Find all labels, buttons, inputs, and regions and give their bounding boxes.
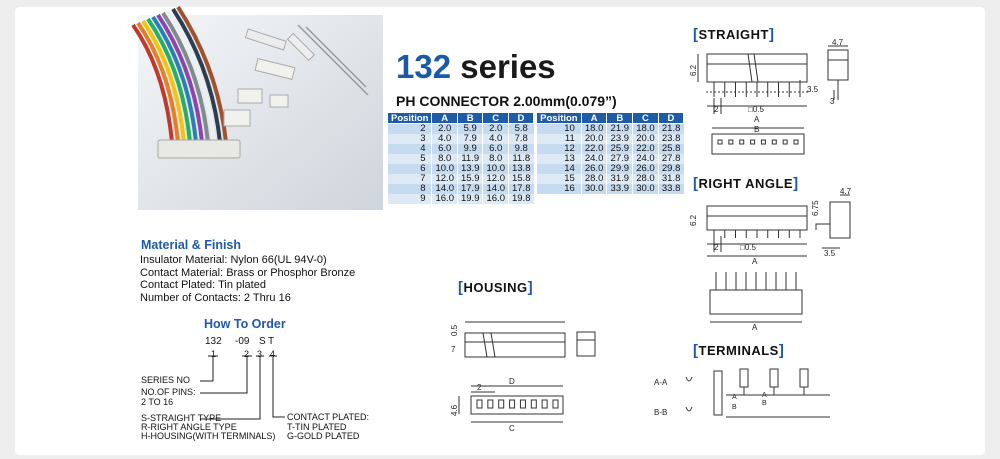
right-angle-dim-pitch: 2 xyxy=(714,243,719,252)
straight-drawing xyxy=(689,38,970,160)
table-cell-value: 13.9 xyxy=(457,164,483,174)
table-cell-value: 5.8 xyxy=(508,124,533,135)
table-cell-position: 9 xyxy=(388,194,432,204)
material-line-plated: Contact Plated: Tin plated xyxy=(140,279,266,291)
connector-photo-image xyxy=(138,15,383,210)
order-plated-label: CONTACT PLATED: xyxy=(287,412,370,422)
table-cell-position: 14 xyxy=(537,164,582,174)
housing-heading: [HOUSING] xyxy=(458,279,534,296)
connector-subtitle: PH CONNECTOR 2.00mm(0.079”) xyxy=(396,93,617,109)
table-cell-value: 18.0 xyxy=(633,124,659,135)
table-cell-value: 19.8 xyxy=(508,194,533,204)
table-header-d: D xyxy=(658,113,683,124)
material-line-contact: Contact Material: Brass or Phosphor Bronze xyxy=(140,266,356,279)
spec-table-right xyxy=(536,112,684,194)
table-cell-value: 6.0 xyxy=(432,144,458,154)
table-header-a: A xyxy=(581,113,607,124)
right-angle-heading: [RIGHT ANGLE] xyxy=(693,175,799,192)
table-cell-value: 22.0 xyxy=(581,144,607,154)
cavity-box xyxy=(488,400,493,408)
table-header-b: B xyxy=(607,113,633,124)
housing-dim-t: 0.5 xyxy=(450,324,459,336)
right-angle-dim-a-bottom: A xyxy=(752,323,758,332)
table-cell-value: 30.0 xyxy=(633,184,659,194)
straight-dim-a: A xyxy=(754,115,760,124)
straight-dim-pitch: 2 xyxy=(714,105,719,114)
table-cell-value: 23.9 xyxy=(607,134,633,144)
cavity-box xyxy=(520,400,525,408)
table-row xyxy=(388,124,534,135)
table-cell-value: 14.0 xyxy=(432,184,458,194)
cavity-box xyxy=(718,140,722,144)
table-cell-position: 2 xyxy=(388,124,432,135)
table-cell-value: 13.8 xyxy=(508,164,533,174)
table-cell-value: 4.0 xyxy=(483,134,509,144)
table-cell-value: 18.0 xyxy=(581,124,607,135)
table-row xyxy=(388,134,534,144)
table-cell-value: 27.9 xyxy=(607,154,633,164)
table-cell-value: 12.0 xyxy=(432,174,458,184)
table-cell-value: 24.0 xyxy=(581,154,607,164)
spec-table-left xyxy=(387,112,534,204)
material-line-insulator: Insulator Material: Nylon 66(UL 94V-0) xyxy=(140,254,327,266)
housing-dim-pitch: 2 xyxy=(477,383,482,392)
right-angle-dim-pin: □0.5 xyxy=(740,243,756,252)
table-cell-value: 7.8 xyxy=(508,134,533,144)
straight-heading: [STRAIGHT] xyxy=(693,26,775,43)
table-cell-position: 15 xyxy=(537,174,582,184)
straight-dim-b: B xyxy=(754,125,760,134)
straight-dim-foot: 3 xyxy=(830,97,835,106)
table-cell-value: 20.0 xyxy=(581,134,607,144)
table-cell-position: 5 xyxy=(388,154,432,164)
table-cell-value: 6.0 xyxy=(483,144,509,154)
terminal-section-aa: A-A xyxy=(654,378,668,387)
terminal-mark-a: A xyxy=(732,394,737,401)
terminal-mark-a-2: A xyxy=(762,392,767,399)
table-cell-value: 9.9 xyxy=(457,144,483,154)
terminal-pin xyxy=(740,369,748,387)
table-header-c: C xyxy=(633,113,659,124)
table-cell-value: 33.9 xyxy=(607,184,633,194)
cavity-box xyxy=(477,400,482,408)
right-angle-dim-w: 4.7 xyxy=(840,187,852,196)
table-header-d: D xyxy=(508,113,533,124)
table-header-position: Position xyxy=(537,113,582,124)
series-title xyxy=(396,50,556,83)
terminal-pin xyxy=(800,369,808,387)
terminal-mark-b: B xyxy=(732,404,737,411)
table-cell-value: 16.0 xyxy=(432,194,458,204)
table-cell-value: 20.0 xyxy=(633,134,659,144)
straight-dim-tail: 3.5 xyxy=(807,85,819,94)
table-cell-value: 8.0 xyxy=(432,154,458,164)
table-cell-value: 31.8 xyxy=(658,174,683,184)
cavity-box xyxy=(794,140,798,144)
table-cell-value: 12.0 xyxy=(483,174,509,184)
table-cell-value: 9.8 xyxy=(508,144,533,154)
table-cell-value: 21.8 xyxy=(658,124,683,135)
table-cell-value: 16.0 xyxy=(483,194,509,204)
table-cell-position: 6 xyxy=(388,164,432,174)
table-cell-value: 24.0 xyxy=(633,154,659,164)
housing-dim-c: C xyxy=(509,424,515,433)
right-angle-dim-a: A xyxy=(752,257,758,266)
table-cell-value: 26.0 xyxy=(581,164,607,174)
order-code-series: 132 xyxy=(205,336,222,347)
cavity-box xyxy=(510,400,515,408)
table-row xyxy=(537,184,684,194)
order-index-2: 2 xyxy=(244,349,250,359)
straight-dim-h: 6.2 xyxy=(689,64,698,76)
table-cell-value: 11.9 xyxy=(457,154,483,164)
table-cell-value: 31.9 xyxy=(607,174,633,184)
table-cell-value: 33.8 xyxy=(658,184,683,194)
table-header-position: Position xyxy=(388,113,432,124)
cavity-box xyxy=(740,140,744,144)
material-list xyxy=(140,254,355,304)
table-cell-value: 28.0 xyxy=(581,174,607,184)
table-cell-position: 13 xyxy=(537,154,582,164)
table-cell-value: 21.9 xyxy=(607,124,633,135)
table-cell-value: 11.8 xyxy=(508,154,533,164)
terminals-heading: [TERMINALS] xyxy=(693,342,785,359)
table-cell-value: 15.9 xyxy=(457,174,483,184)
series-word: series xyxy=(460,48,556,85)
table-cell-position: 4 xyxy=(388,144,432,154)
housing-dim-h2: 4.6 xyxy=(450,404,459,416)
cavity-box xyxy=(772,140,776,144)
table-cell-position: 11 xyxy=(537,134,582,144)
housing-drawing xyxy=(445,300,615,435)
table-cell-value: 15.8 xyxy=(508,174,533,184)
table-cell-value: 19.9 xyxy=(457,194,483,204)
terminal-pin xyxy=(770,369,778,387)
table-cell-position: 12 xyxy=(537,144,582,154)
table-cell-value: 28.0 xyxy=(633,174,659,184)
order-type-housing: H-HOUSING(WITH TERMINALS) xyxy=(141,431,276,441)
right-angle-drawing xyxy=(689,187,970,332)
straight-dim-pin: □0.5 xyxy=(748,105,764,114)
order-index-3: 3 xyxy=(257,349,263,359)
table-cell-value: 17.8 xyxy=(508,184,533,194)
cavity-box xyxy=(761,140,765,144)
table-cell-value: 10.0 xyxy=(432,164,458,174)
table-cell-position: 16 xyxy=(537,184,582,194)
order-plated-tin: T-TIN PLATED xyxy=(287,422,347,432)
table-cell-value: 26.0 xyxy=(633,164,659,174)
order-type-right-angle: R-RIGHT ANGLE TYPE xyxy=(141,422,237,432)
cavity-box xyxy=(542,400,547,408)
right-angle-dim-tail: 3.5 xyxy=(824,249,836,258)
spec-table-left-header xyxy=(388,113,534,124)
table-cell-value: 5.9 xyxy=(457,124,483,135)
straight-dim-w: 4.7 xyxy=(832,38,844,47)
table-cell-value: 8.0 xyxy=(483,154,509,164)
order-heading: How To Order xyxy=(204,317,286,331)
table-cell-position: 10 xyxy=(537,124,582,135)
product-photo xyxy=(138,15,383,210)
material-heading: Material & Finish xyxy=(141,238,242,252)
order-code-type: S xyxy=(259,336,266,347)
table-cell-value: 25.8 xyxy=(658,144,683,154)
table-cell-value: 7.9 xyxy=(457,134,483,144)
right-angle-dim-depth: 6.75 xyxy=(811,200,820,216)
table-cell-position: 8 xyxy=(388,184,432,194)
order-code-pins: -09 xyxy=(235,336,250,347)
cavity-box xyxy=(783,140,787,144)
cavity-box xyxy=(729,140,733,144)
material-line-count: Number of Contacts: 2 Thru 16 xyxy=(140,291,291,304)
table-cell-value: 29.8 xyxy=(658,164,683,174)
table-cell-value: 10.0 xyxy=(483,164,509,174)
table-cell-value: 30.0 xyxy=(581,184,607,194)
housing-dim-h: 7 xyxy=(451,345,456,354)
order-index-4: 4 xyxy=(270,349,276,359)
table-cell-value: 23.8 xyxy=(658,134,683,144)
right-angle-dim-h: 6.2 xyxy=(689,214,698,226)
table-cell-position: 3 xyxy=(388,134,432,144)
terminal-section-bb: B-B xyxy=(654,408,668,417)
order-type-straight: S-STRAIGHT TYPE xyxy=(141,413,222,423)
table-row xyxy=(388,194,534,204)
series-number: 132 xyxy=(396,48,452,85)
order-index-1: 1 xyxy=(211,349,217,359)
table-cell-value: 17.9 xyxy=(457,184,483,194)
order-plated-gold: G-GOLD PLATED xyxy=(287,431,360,441)
spec-table-right-header xyxy=(537,113,684,124)
table-cell-value: 4.0 xyxy=(432,134,458,144)
table-header-c: C xyxy=(483,113,509,124)
order-pins-range: 2 TO 16 xyxy=(141,397,174,407)
order-code-plating: T xyxy=(268,336,275,347)
cavity-box xyxy=(499,400,504,408)
terminals-drawing xyxy=(650,365,850,443)
table-cell-value: 2.0 xyxy=(432,124,458,135)
table-cell-value: 29.9 xyxy=(607,164,633,174)
cavity-box xyxy=(751,140,755,144)
order-series-label: SERIES NO xyxy=(141,375,191,385)
table-header-a: A xyxy=(432,113,458,124)
table-cell-value: 25.9 xyxy=(607,144,633,154)
housing-dim-d: D xyxy=(509,377,515,386)
cavity-box xyxy=(553,400,558,408)
table-cell-value: 14.0 xyxy=(483,184,509,194)
table-header-b: B xyxy=(457,113,483,124)
table-cell-value: 22.0 xyxy=(633,144,659,154)
cavity-box xyxy=(531,400,536,408)
order-pins-label: NO.OF PINS: xyxy=(141,387,196,397)
table-cell-position: 7 xyxy=(388,174,432,184)
terminal-mark-b-2: B xyxy=(762,400,767,407)
table-cell-value: 2.0 xyxy=(483,124,509,135)
table-cell-value: 27.8 xyxy=(658,154,683,164)
